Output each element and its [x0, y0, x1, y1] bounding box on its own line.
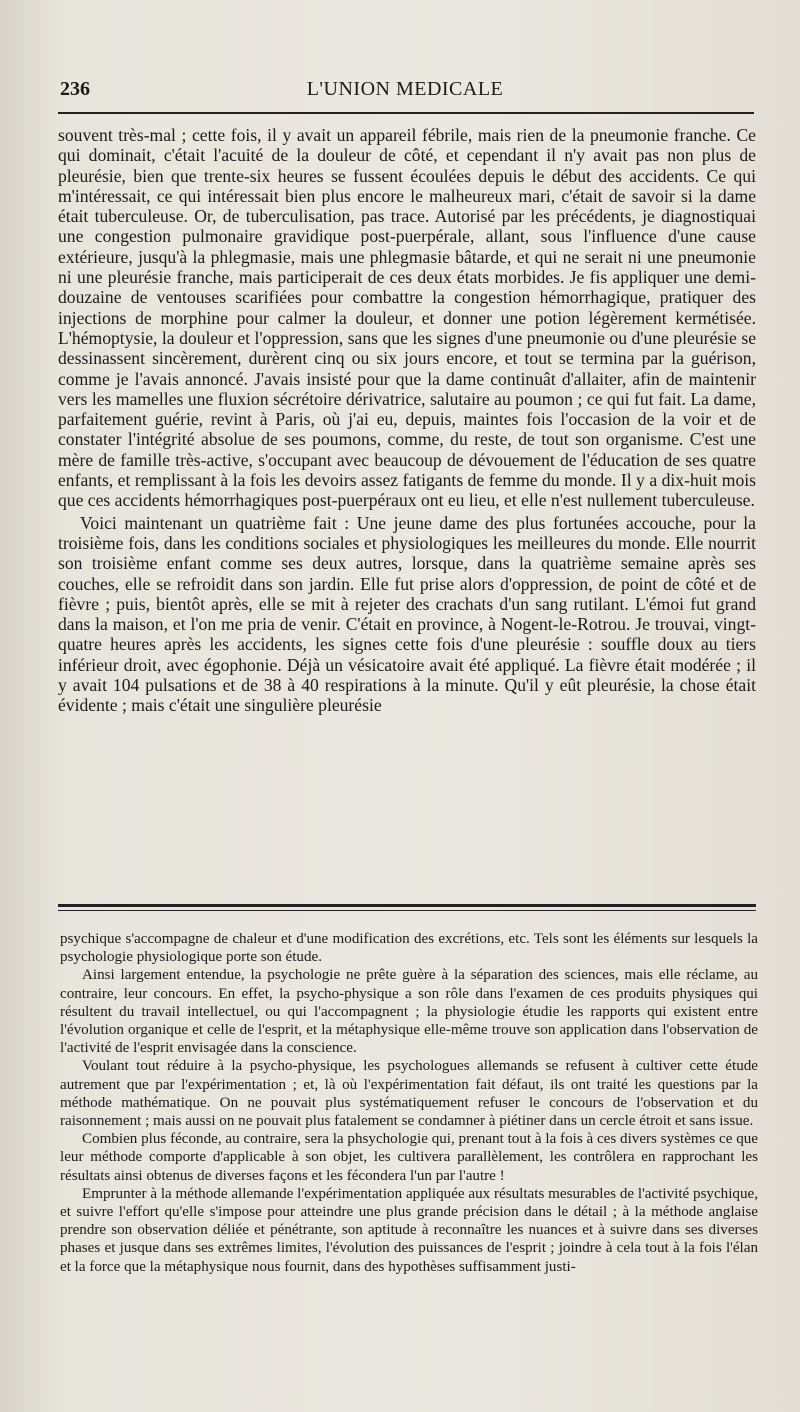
header-rule — [58, 112, 754, 114]
feuilleton-section — [60, 930, 758, 1276]
feuilleton-paragraph: Ainsi largement entendue, la psychologie ne prête guère à la séparation des sciences, mais elle réclame, au contraire, leur concours. En effet, la psycho-physique a son rôle dans l'examen de ces produits physiques qui résultent du travail intellectuel, ou qui l'accompagnent ; la physiologie étudie les rapports qui existent entre l'évolution organique et celle de l'esprit, et la métaphysique elle-même trouve son application dans l'observation de l'activité de l'esprit envisagée dans la conscience. — [60, 967, 758, 1057]
section-divider-thick — [58, 904, 756, 907]
running-head: L'UNION MEDICALE — [306, 78, 504, 100]
main-paragraph: Voici maintenant un quatrième fait : Une jeune dame des plus fortunées accouche, pour la troisième fois, dans les conditions sociales et physiologiques les meilleures du monde. Elle nourrit son troisième enfant comme ses deux autres, lorsque, dans la quatrième semaine après ses couches, elle se refroidit dans son jardin. Elle fut prise alors d'oppression, de point de côté et de fièvre ; puis, bientôt après, elle se mit à rejeter des crachats d'un sang rutilant. L'émoi fut grand dans la maison, et l'on me pria de venir. C'était en province, à Nogent-le-Rotrou. Je trouvai, vingt-quatre heures après les accidents, les signes cette fois d'une pleurésie : souffle doux au tiers inférieur droit, avec égophonie. Déjà un vésicatoire avait été appliqué. La fièvre était modérée ; il y avait 104 pulsations et de 38 à 40 respirations à la minute. Qu'il y eût pleurésie, la chose était évidente ; mais c'était une singulière pleurésie — [58, 512, 756, 716]
main-article — [58, 125, 756, 716]
feuilleton-paragraph: Voulant tout réduire à la psycho-physique, les psychologues allemands se refusent à cultiver cette étude autrement que par l'expérimentation ; et, là où l'expérimentation fait défaut, ils ont traité les questions par la méthode mathématique. On ne pouvait plus systématiquement refuser le concours de l'observation et du raisonnement ; mais aussi on ne pouvait plus fatalement se condamner à piétiner dans un cercle étroit et sans issue. — [60, 1058, 758, 1130]
feuilleton-paragraph: psychique s'accompagne de chaleur et d'une modification des excrétions, etc. Tels sont les éléments sur lesquels la psychologie physiologique porte son étude. — [60, 931, 758, 966]
feuilleton-paragraph: Emprunter à la méthode allemande l'expérimentation appliquée aux résultats mesurables de l'activité psychique, et suivre l'effort qu'elle s'impose pour atteindre une plus grande précision dans le détail ; à la méthode anglaise prendre son observation déliée et pénétrante, son aptitude à reconnaître les nuances et à suivre dans ses diverses phases et jusque dans ses extrêmes limites, l'évolution des puissances de l'esprit ; joindre à cela tout à la fois l'élan et la force que la métaphysique nous fournit, dans des hypothèses suffisamment justi- — [60, 1185, 758, 1275]
section-divider-thin — [58, 910, 756, 911]
page-number: 236 — [60, 78, 90, 100]
feuilleton-paragraph: Combien plus féconde, au contraire, sera la phsychologie qui, prenant tout à la fois à ces divers systèmes ce que leur méthode comporte d'applicable à son objet, les cultivera parallèlement, les contrôlera en rapprochant les résultats ainsi obtenus de diverses façons et les fécondera l'un par l'autre ! — [60, 1131, 758, 1184]
page-header — [60, 78, 750, 108]
main-paragraph: souvent très-mal ; cette fois, il y avait un appareil fébrile, mais rien de la pneumonie franche. Ce qui dominait, c'était l'acuité de la douleur de côté, et cependant il n'y avait pas non plus de pleurésie, bien que trente-six heures se fussent écoulées depuis le début des accidents. Ce qui m'intéressait, ce qui intéressait bien plus encore le malheureux mari, c'était de savoir si la dame était tuberculeuse. Or, de tuberculisation, pas trace. Autorisé par les précédents, je diagnostiquai une congestion pulmonaire gravidique post-puerpérale, allant, sous l'influence d'une cause extérieure, jusqu'à la phlegmasie, mais une phlegmasie bâtarde, et qui ne serait ni une pneumonie ni une pleurésie franche, mais participerait de ces deux états morbides. Je fis appliquer une demi-douzaine de ventouses scarifiées pour combattre la congestion hémorrhagique, pratiquer des injections de morphine pour calmer la douleur, et donner une potion légèrement kermétisée. L'hémoptysie, la douleur et l'oppression, sans que les signes d'une pneumonie ou d'une pleurésie se dessinassent sincèrement, durèrent cinq ou six jours encore, et tout se termina par la guérison, comme je l'avais annoncé. J'avais insisté pour que la dame continuât d'allaiter, afin de maintenir vers les mamelles une fluxion sécrétoire dérivatrice, salutaire au poumon ; ce qui fut fait. La dame, parfaitement guérie, revint à Paris, où j'ai eu, depuis, maintes fois l'occasion de la voir et de constater l'intégrité absolue de ses poumons, comme, du reste, de tout son organisme. C'est une mère de famille très-active, s'occupant avec beaucoup de dévouement de l'éducation de ses quatre enfants, et remplissant à la fois les devoirs assez fatigants de femme du monde. Il y a dix-huit mois que ces accidents hémorrhagiques post-puerpéraux ont eu lieu, et elle n'est nullement tuberculeuse. — [58, 125, 756, 511]
